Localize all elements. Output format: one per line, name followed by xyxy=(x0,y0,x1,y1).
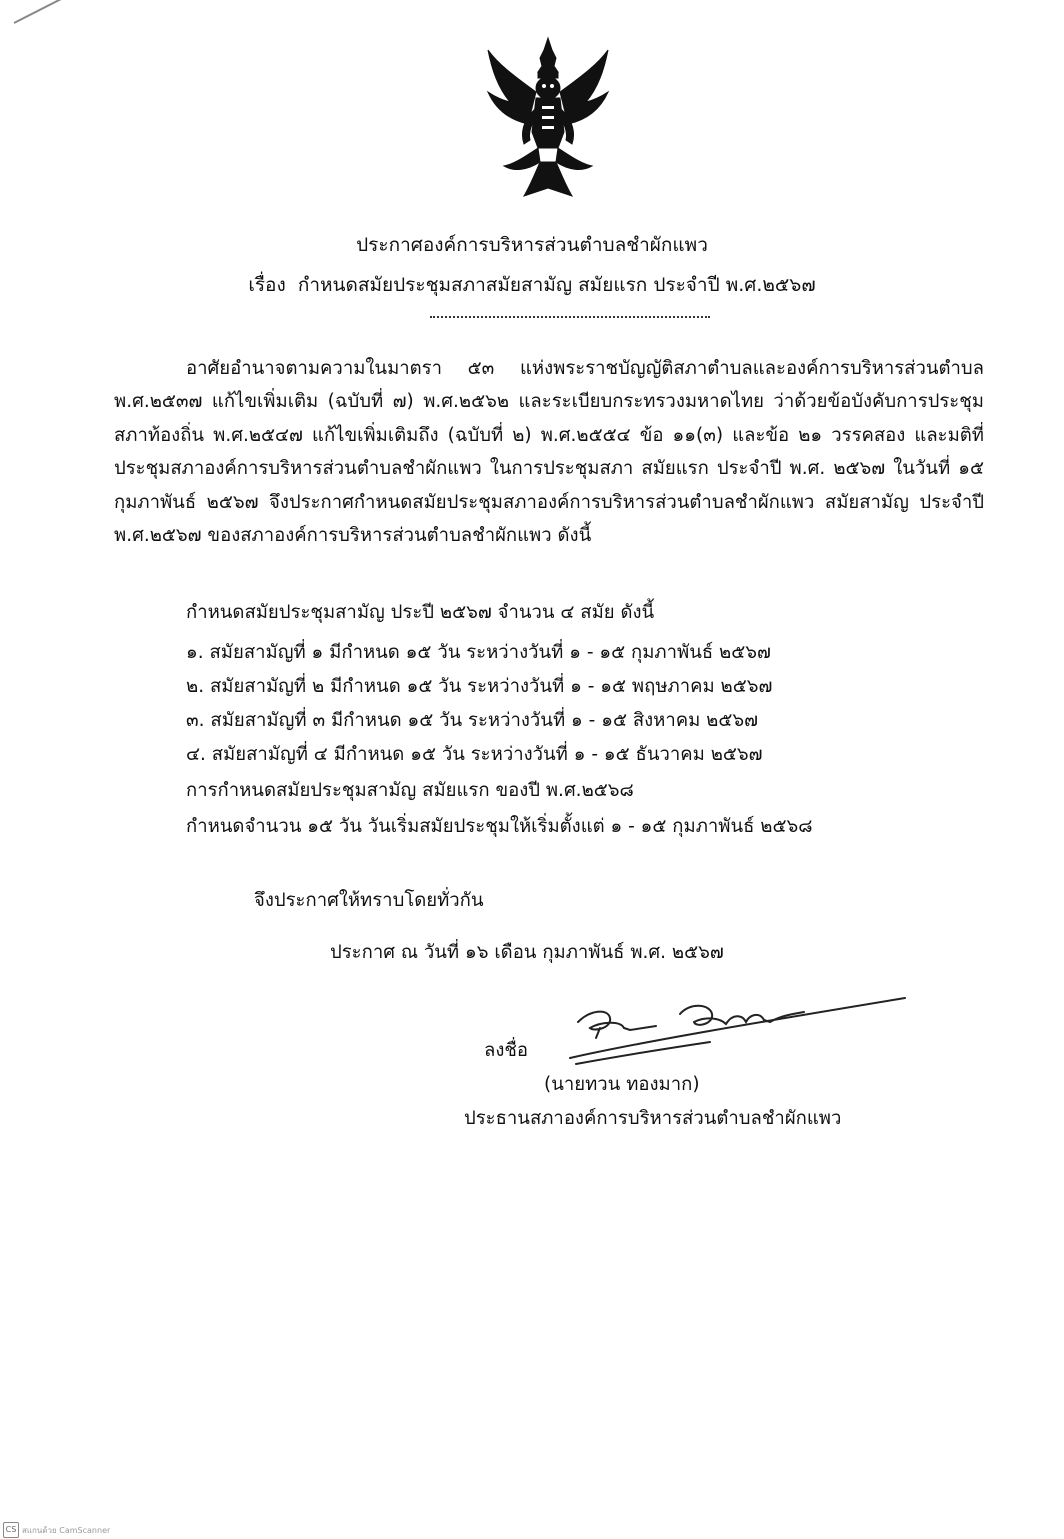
camscanner-logo: CS xyxy=(3,1522,19,1538)
schedule-item-4: ๔. สมัยสามัญที่ ๔ มีกำหนด ๑๕ วัน ระหว่างวันที่ ๑ - ๑๕ ธันวาคม ๒๕๖๗ xyxy=(186,744,763,765)
announce-line: จึงประกาศให้ทราบโดยทั่วกัน xyxy=(254,890,484,911)
schedule-item-1: ๑. สมัยสามัญที่ ๑ มีกำหนด ๑๕ วัน ระหว่างวันที่ ๑ - ๑๕ กุมภาพันธ์ ๒๕๖๗ xyxy=(186,642,771,663)
garuda-emblem-icon xyxy=(484,36,612,198)
signer-name: (นายทวน ทองมาก) xyxy=(544,1074,700,1095)
body-paragraph-text: อาศัยอำนาจตามความในมาตรา ๕๓ แห่งพระราชบัญญัติสภาตำบลและองค์การบริหารส่วนตำบล พ.ศ.๒๕๓๗ แก้ไขเพิ่มเติม (ฉบับที่ ๗) พ.ศ.๒๕๖๒ และระเบียบกระทรวงมหาดไทย ว่าด้วยข้อบังคับการประชุมสภาท้องถิ่น พ.ศ.๒๕๔๗ แก้ไขเพิ่มเติมถึง (ฉบับที่ ๒) พ.ศ.๒๕๕๔ ข้อ ๑๑(๓) และข้อ ๒๑ วรรคสอง และมติที่ประชุมสภาองค์การบริหารส่วนตำบลชำผักแพว ในการประชุมสภา สมัยแรก ประจำปี พ.ศ. ๒๕๖๗ ในวันที่ ๑๕ กุมภาพันธ์ ๒๕๖๗ จึงประกาศกำหนดสมัยประชุมสภาองค์การบริหารส่วนตำบลชำผักแพว สมัยสามัญ ประจำปี พ.ศ.๒๕๖๗ ของสภาองค์การบริหารส่วนตำบลชำผักแพว ดังนี้ xyxy=(114,358,984,547)
camscanner-text: สแกนด้วย CamScanner xyxy=(22,1526,111,1535)
document-title: ประกาศองค์การบริหารส่วนตำบลชำผักแพว xyxy=(356,234,708,256)
document-subject xyxy=(0,270,1064,300)
next-year-line-2: กำหนดจำนวน ๑๕ วัน วันเริ่มสมัยประชุมให้เริ่มตั้งแต่ ๑ - ๑๕ กุมภาพันธ์ ๒๕๖๘ xyxy=(186,816,813,837)
schedule-intro: กำหนดสมัยประชุมสามัญ ประปี ๒๕๖๗ จำนวน ๔ สมัย ดังนี้ xyxy=(186,602,655,623)
schedule-item-3: ๓. สมัยสามัญที่ ๓ มีกำหนด ๑๕ วัน ระหว่างวันที่ ๑ - ๑๕ สิงหาคม ๒๕๖๗ xyxy=(186,710,759,731)
handwritten-signature xyxy=(560,992,910,1072)
next-year-line-1: การกำหนดสมัยประชุมสามัญ สมัยแรก ของปี พ.ศ.๒๕๖๘ xyxy=(186,780,634,801)
title-divider xyxy=(430,312,710,318)
body-paragraph xyxy=(114,352,984,552)
schedule-item-2: ๒. สมัยสามัญที่ ๒ มีกำหนด ๑๕ วัน ระหว่างวันที่ ๑ - ๑๕ พฤษภาคม ๒๕๖๗ xyxy=(186,676,773,697)
subject-label: เรื่อง xyxy=(248,274,286,296)
signature-label: ลงชื่อ xyxy=(484,1040,529,1061)
subject-text: กำหนดสมัยประชุมสภาสมัยสามัญ สมัยแรก ประจำปี พ.ศ.๒๕๖๗ xyxy=(297,274,816,296)
pen-mark xyxy=(14,0,63,24)
signer-position: ประธานสภาองค์การบริหารส่วนตำบลชำผักแพว xyxy=(464,1108,842,1129)
announce-date: ประกาศ ณ วันที่ ๑๖ เดือน กุมภาพันธ์ พ.ศ. ๒๕๖๗ xyxy=(330,942,724,963)
